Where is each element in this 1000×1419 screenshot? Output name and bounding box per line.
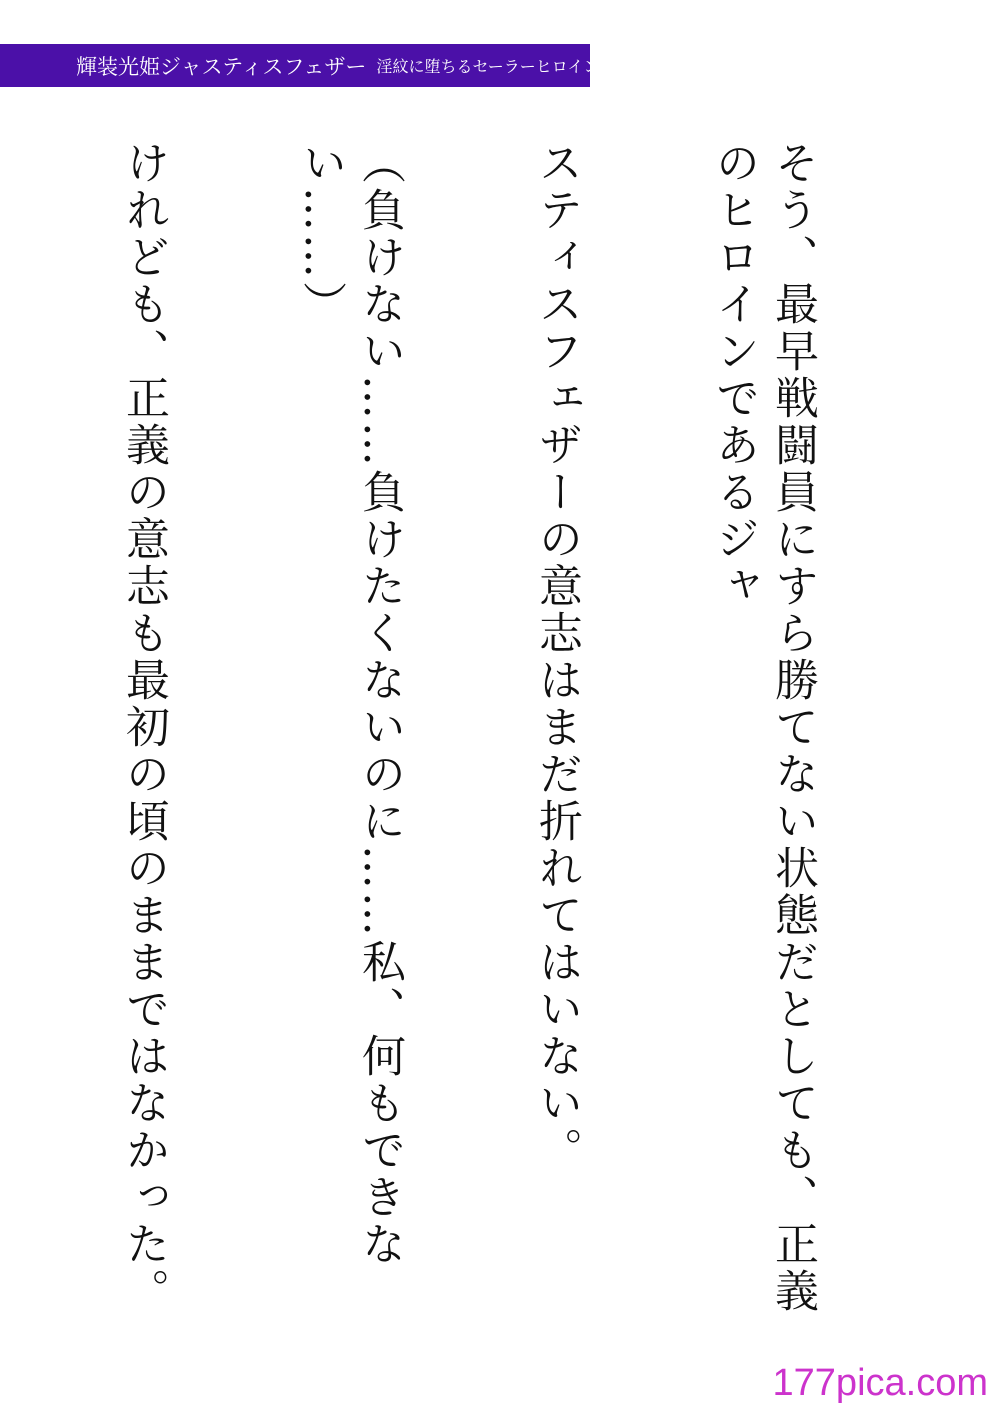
book-subtitle: 淫紋に堕ちるセーラーヒロイン: [376, 57, 600, 76]
text-line: そう、最早戦闘員にすら勝てない状態だとしても、正義のヒロインであるジャ: [708, 140, 818, 1315]
vertical-body-text: [60, 140, 940, 1360]
book-title: 輝装光姫ジャスティスフェザー: [76, 54, 367, 79]
text-line: （負けない……負けたくないのに……私、何もできない……）: [295, 140, 405, 1268]
watermark: 177pica.com: [772, 1362, 988, 1404]
running-header: [0, 44, 600, 87]
text-line: スティスフェザーの意志はまだ折れてはいない。: [531, 140, 582, 1174]
text-line: けれども、正義の意志も最初の頃のままではなかった。: [118, 140, 169, 1315]
